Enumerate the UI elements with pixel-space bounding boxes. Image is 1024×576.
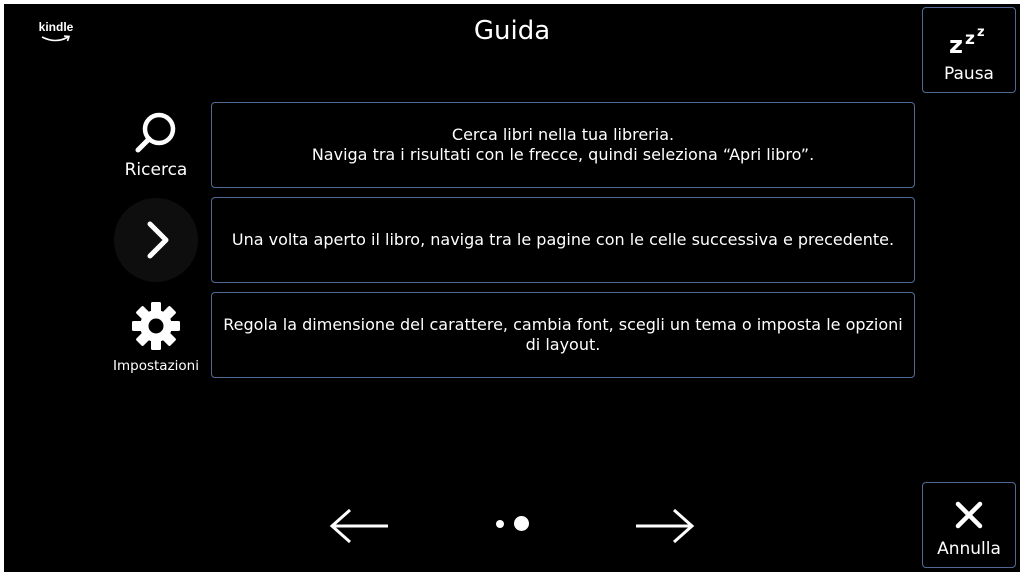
settings-shortcut[interactable] xyxy=(106,300,206,374)
search-help-text xyxy=(312,125,814,165)
pause-button[interactable] xyxy=(922,7,1016,93)
page-dot-2-active xyxy=(514,516,529,531)
close-icon xyxy=(954,497,984,533)
page-title: Guida xyxy=(473,16,551,46)
logo-text: kindle xyxy=(38,20,74,34)
svg-text:z: z xyxy=(965,29,975,49)
search-help-line-2: Naviga tra i risultati con le frecce, quindi seleziona “Apri libro”. xyxy=(311,145,815,164)
search-label: Ricerca xyxy=(124,160,188,180)
chevron-right-icon xyxy=(136,218,176,262)
pause-button-label: Pausa xyxy=(944,64,994,84)
sleep-zzz-icon xyxy=(947,22,991,58)
cancel-button-label: Annulla xyxy=(937,539,1001,559)
arrow-right-icon[interactable] xyxy=(632,506,696,546)
svg-text:z: z xyxy=(949,31,963,57)
chevron-circle xyxy=(114,198,198,282)
page-dot-1 xyxy=(496,520,504,528)
arrow-left-icon[interactable] xyxy=(328,506,392,546)
settings-label: Impostazioni xyxy=(113,358,199,374)
search-icon xyxy=(132,108,180,156)
svg-text:z: z xyxy=(977,25,985,40)
next-page-shortcut[interactable] xyxy=(106,198,206,282)
search-help-line-1: Cerca libri nella tua libreria. xyxy=(451,125,675,144)
settings-help-box xyxy=(211,292,915,378)
search-help-box xyxy=(211,102,915,188)
page-navigation-help-box xyxy=(211,197,915,283)
search-shortcut[interactable] xyxy=(106,108,206,180)
gear-icon xyxy=(130,300,182,352)
settings-help-text: Regola la dimensione del carattere, cambia font, scegli un tema o imposta le opzioni di layout. xyxy=(223,315,903,354)
guide-screen xyxy=(4,4,1020,572)
page-navigation-help-text: Una volta aperto il libro, naviga tra le pagine con le celle successiva e precedente. xyxy=(231,230,895,249)
cancel-button[interactable] xyxy=(922,482,1016,568)
page-indicator xyxy=(494,516,534,532)
